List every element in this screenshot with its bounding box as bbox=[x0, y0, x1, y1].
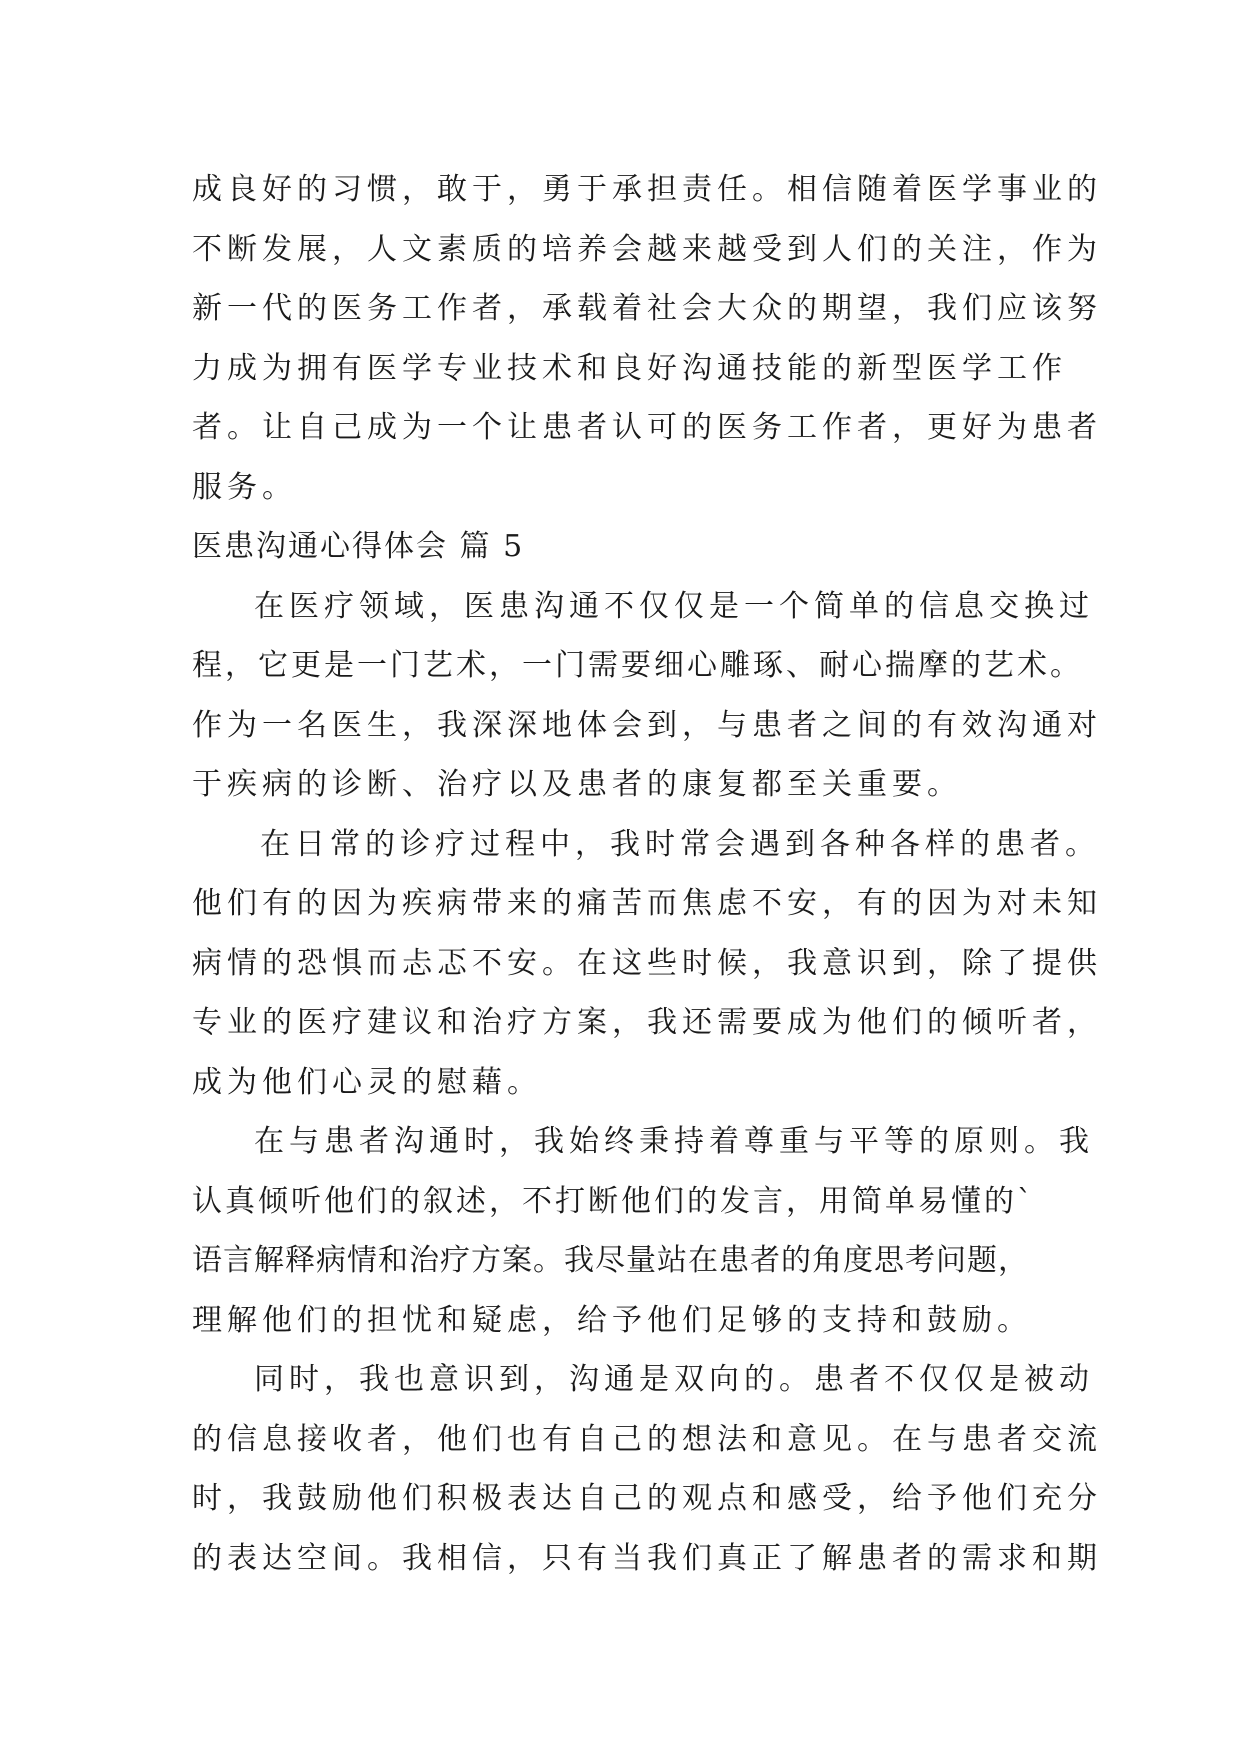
text-line: 时，我鼓励他们积极表达自己的观点和感受，给予他们充分 bbox=[192, 1481, 1102, 1516]
text-line: 在与患者沟通时，我始终秉持着尊重与平等的原则。我 bbox=[254, 1124, 1094, 1159]
text-line: 在日常的诊疗过程中，我时常会遇到各种各样的患者。 bbox=[260, 826, 1100, 862]
text-line: 认真倾听他们的叙述，不打断他们的发言，用简单易懂的` bbox=[192, 1183, 1035, 1219]
text-line: 者。让自己成为一个让患者认可的医务工作者，更好为患者 bbox=[192, 410, 1102, 445]
text-line: 语言解释病情和治疗方案。我尽量站在患者的角度思考问题， bbox=[192, 1243, 1029, 1278]
text-line: 服务。 bbox=[192, 469, 297, 505]
paragraph-2 bbox=[192, 815, 1102, 1113]
text-line: 的表达空间。我相信，只有当我们真正了解患者的需求和期 bbox=[192, 1540, 1102, 1576]
text-line: 程，它更是一门艺术，一门需要细心雕琢、耐心揣摩的艺术。 bbox=[192, 648, 1083, 683]
paragraph-1 bbox=[192, 577, 1102, 815]
document-body bbox=[192, 160, 1102, 1588]
text-line: 的信息接收者，他们也有自己的想法和意见。在与患者交流 bbox=[192, 1421, 1102, 1457]
text-line: 病情的恐惧而忐忑不安。在这些时候，我意识到，除了提供 bbox=[192, 945, 1102, 981]
text-line: 成良好的习惯，敢于，勇于承担责任。相信随着医学事业的 bbox=[192, 172, 1102, 207]
text-line: 作为一名医生，我深深地体会到，与患者之间的有效沟通对 bbox=[192, 707, 1102, 743]
text-line: 他们有的因为疾病带来的痛苦而焦虑不安，有的因为对未知 bbox=[192, 886, 1102, 921]
text-line: 于疾病的诊断、治疗以及患者的康复都至关重要。 bbox=[192, 767, 962, 802]
text-line: 理解他们的担忧和疑虑，给予他们足够的支持和鼓励。 bbox=[192, 1302, 1032, 1338]
text-line: 专业的医疗建议和治疗方案，我还需要成为他们的倾听者， bbox=[192, 1005, 1102, 1040]
text-line: 成为他们心灵的慰藉。 bbox=[192, 1064, 542, 1100]
text-line: 在医疗领域，医患沟通不仅仅是一个简单的信息交换过 bbox=[254, 588, 1094, 624]
text-line: 不断发展，人文素质的培养会越来越受到人们的关注，作为 bbox=[192, 231, 1102, 267]
prev-section-paragraph bbox=[192, 160, 1102, 517]
section-heading: 医患沟通心得体会 篇 5 bbox=[192, 529, 525, 564]
paragraph-4 bbox=[192, 1350, 1102, 1588]
paragraph-3 bbox=[192, 1112, 1094, 1350]
text-line: 力成为拥有医学专业技术和良好沟通技能的新型医学工作 bbox=[192, 350, 1067, 386]
text-line: 同时，我也意识到，沟通是双向的。患者不仅仅是被动 bbox=[254, 1362, 1094, 1397]
text-line: 新一代的医务工作者，承载着社会大众的期望，我们应该努 bbox=[192, 291, 1102, 326]
